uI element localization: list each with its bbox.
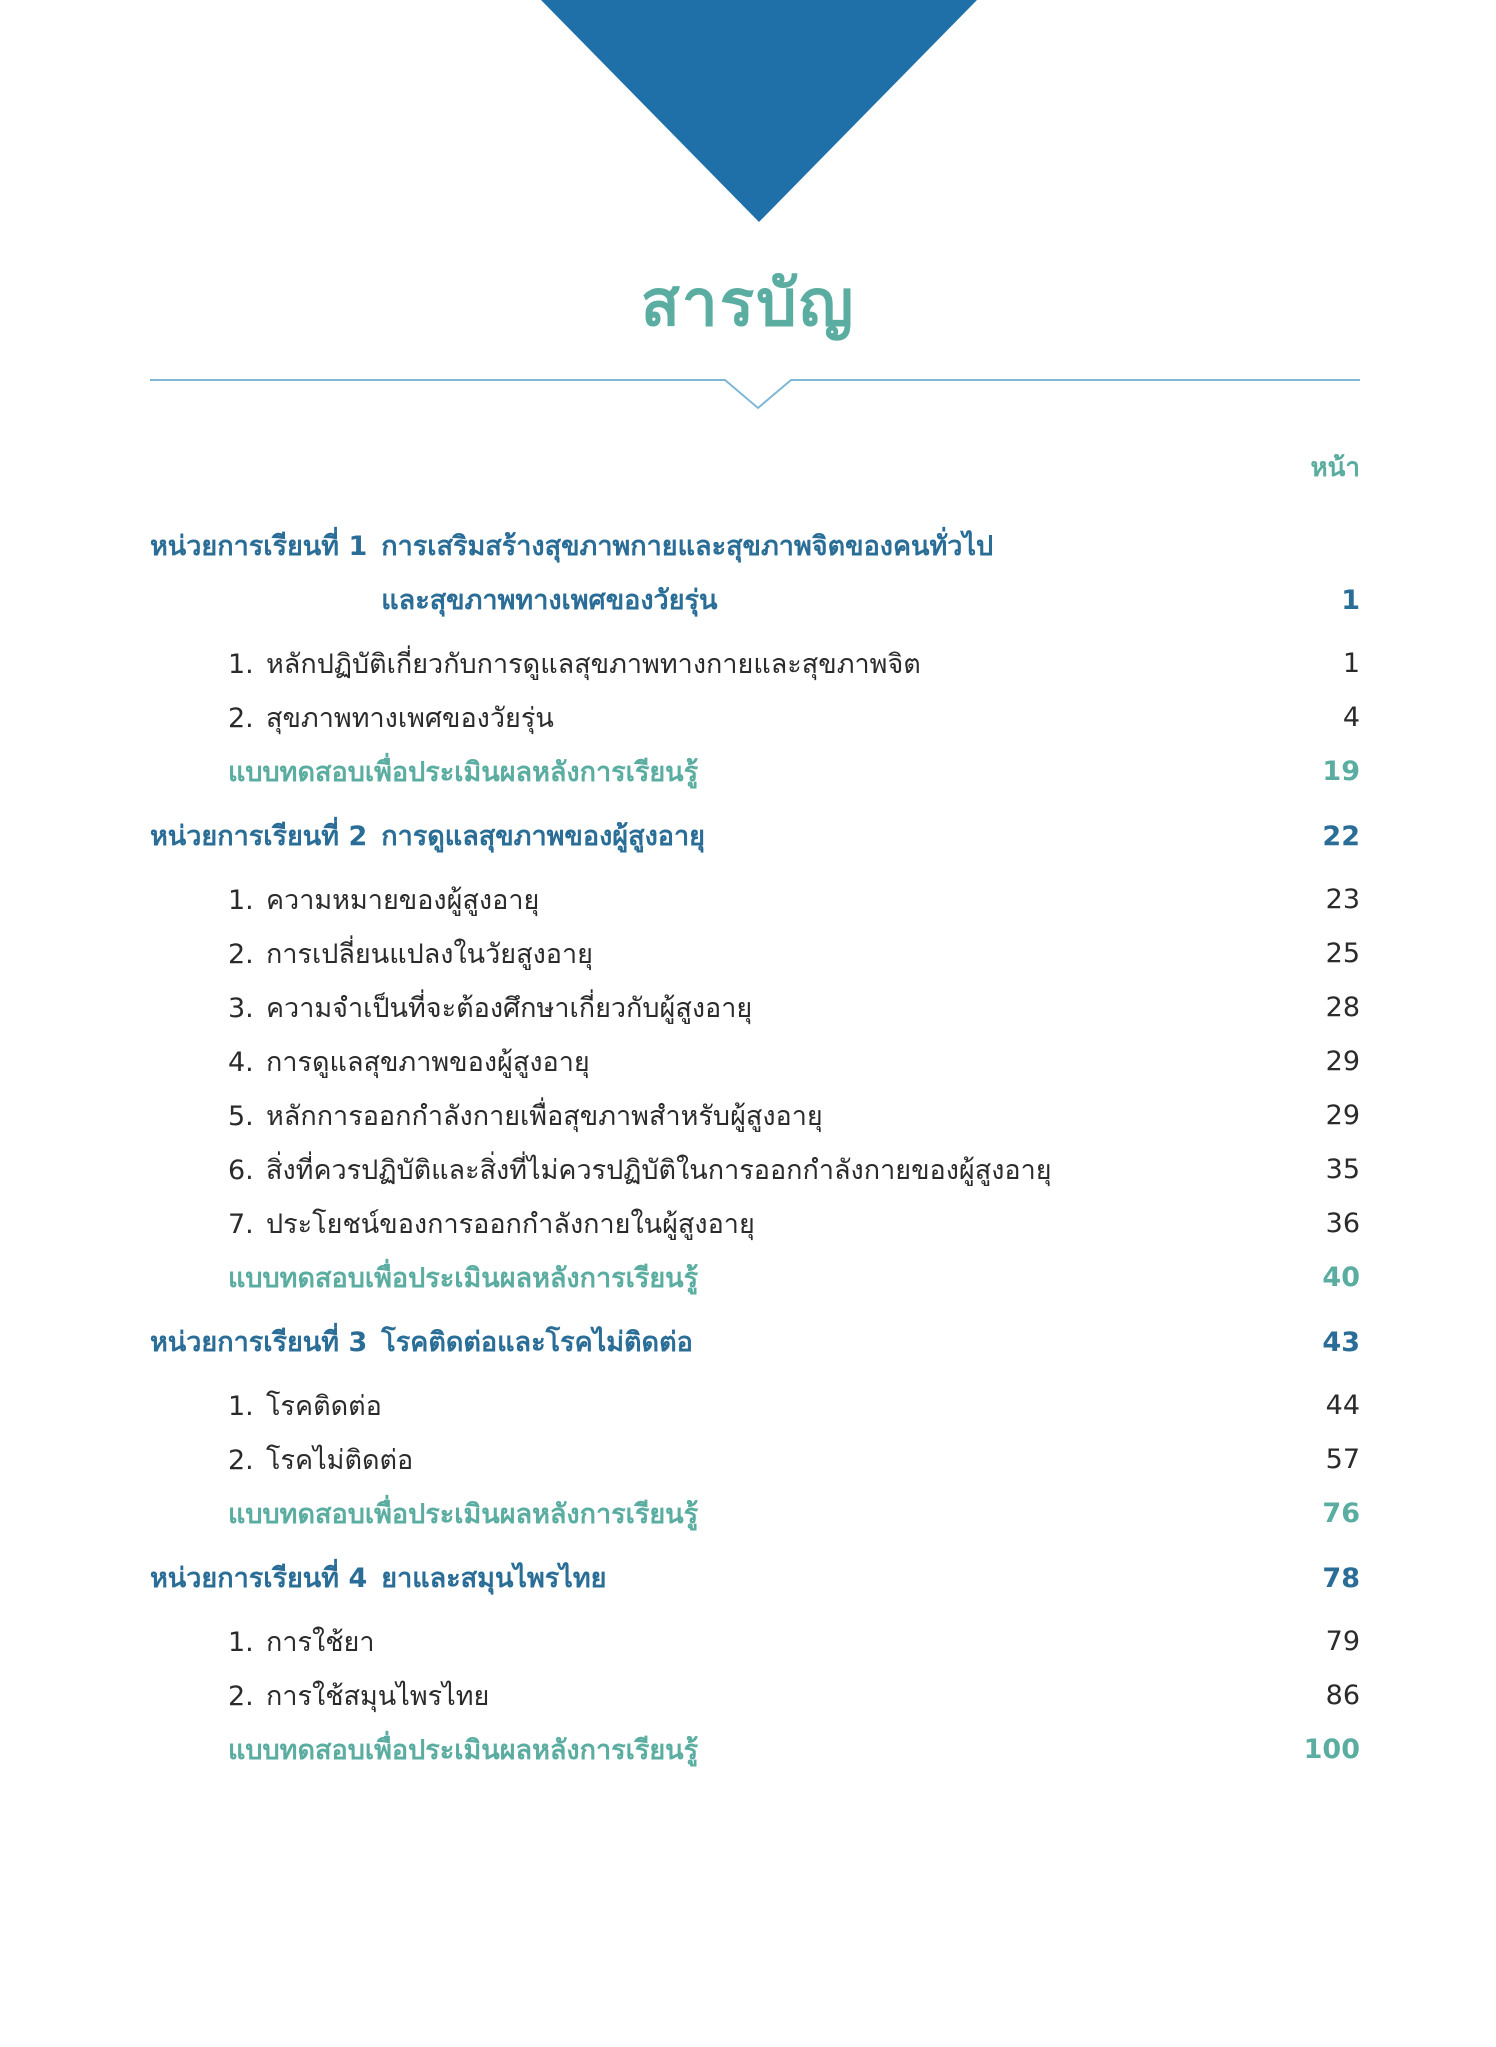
entry-number: 2. — [228, 1680, 254, 1712]
quiz-title: แบบทดสอบเพื่อประเมินผลหลังการเรียนรู้ — [228, 1734, 699, 1766]
entry-page-number: 1 — [1342, 647, 1360, 679]
page-column-header: หน้า — [1310, 453, 1360, 483]
entry-page-number: 79 — [1325, 1625, 1360, 1657]
quiz-page-number: 100 — [1303, 1733, 1360, 1765]
unit-heading[interactable] — [150, 520, 1360, 628]
toc-entry[interactable] — [150, 980, 1360, 1034]
unit-page-number: 78 — [1322, 1563, 1360, 1594]
entry-number: 5. — [228, 1100, 254, 1132]
entry-page-number: 25 — [1325, 937, 1360, 969]
unit-heading-label — [150, 810, 705, 864]
toc-entry[interactable] — [150, 1432, 1360, 1486]
toc-entry[interactable] — [150, 1196, 1360, 1250]
toc-entry[interactable] — [150, 1088, 1360, 1142]
entry-title: หลักการออกกำลังกายเพื่อสุขภาพสำหรับผู้สูงอายุ — [266, 1100, 823, 1132]
entry-title: สิ่งที่ควรปฏิบัติและสิ่งที่ไม่ควรปฏิบัติในการออกกำลังกายของผู้สูงอายุ — [266, 1154, 1052, 1186]
toc-entry[interactable] — [150, 690, 1360, 744]
entry-title: การเปลี่ยนแปลงในวัยสูงอายุ — [266, 938, 593, 970]
toc-unit — [150, 1552, 1360, 1776]
table-of-contents — [150, 520, 1360, 1788]
quiz-entry[interactable] — [150, 1722, 1360, 1776]
unit-name: การเสริมสร้างสุขภาพกายและสุขภาพจิตของคนทั่วไป และสุขภาพทางเพศของวัยรุ่น — [381, 531, 994, 616]
unit-heading[interactable] — [150, 810, 1360, 864]
entry-number: 2. — [228, 938, 254, 970]
unit-heading-label — [150, 1552, 607, 1606]
quiz-title: แบบทดสอบเพื่อประเมินผลหลังการเรียนรู้ — [228, 1498, 699, 1530]
unit-prefix: หน่วยการเรียนที่ 4 — [150, 1563, 368, 1594]
entry-page-number: 28 — [1325, 991, 1360, 1023]
entry-label — [228, 1148, 1052, 1191]
title-divider — [150, 370, 1360, 412]
entry-page-number: 44 — [1325, 1389, 1360, 1421]
entry-label — [228, 1674, 489, 1717]
unit-page-number: 1 — [1341, 585, 1360, 616]
entry-label — [228, 878, 539, 921]
entry-title: การใช้สมุนไพรไทย — [266, 1680, 490, 1712]
entry-number: 7. — [228, 1208, 254, 1240]
entry-title: โรคไม่ติดต่อ — [266, 1444, 414, 1476]
quiz-entry[interactable] — [150, 744, 1360, 798]
toc-unit — [150, 1316, 1360, 1540]
entry-title: หลักปฏิบัติเกี่ยวกับการดูแลสุขภาพทางกายและสุขภาพจิต — [266, 648, 921, 680]
entry-label — [228, 1202, 755, 1245]
entry-page-number: 86 — [1325, 1679, 1360, 1711]
unit-name: การดูแลสุขภาพของผู้สูงอายุ — [381, 821, 705, 852]
entry-number: 1. — [228, 1390, 254, 1422]
entry-label — [228, 1094, 823, 1137]
quiz-page-number: 76 — [1322, 1497, 1360, 1529]
entry-label — [228, 1040, 590, 1083]
entry-label — [228, 932, 593, 975]
toc-entry[interactable] — [150, 636, 1360, 690]
toc-unit — [150, 810, 1360, 1304]
entry-label — [228, 1384, 382, 1427]
unit-name: ยาและสมุนไพรไทย — [381, 1563, 607, 1594]
entry-number: 2. — [228, 1444, 254, 1476]
unit-prefix: หน่วยการเรียนที่ 1 — [150, 531, 368, 562]
unit-page-number: 43 — [1322, 1327, 1360, 1358]
entry-title: การใช้ยา — [266, 1626, 375, 1658]
entry-page-number: 36 — [1325, 1207, 1360, 1239]
quiz-entry[interactable] — [150, 1250, 1360, 1304]
toc-entry[interactable] — [150, 1034, 1360, 1088]
unit-heading-label — [150, 520, 1041, 628]
entry-number: 1. — [228, 884, 254, 916]
unit-name: โรคติดต่อและโรคไม่ติดต่อ — [381, 1327, 693, 1358]
quiz-title: แบบทดสอบเพื่อประเมินผลหลังการเรียนรู้ — [228, 1262, 699, 1294]
toc-unit — [150, 520, 1360, 798]
entry-title: โรคติดต่อ — [266, 1390, 382, 1422]
entry-page-number: 23 — [1325, 883, 1360, 915]
entry-number: 6. — [228, 1154, 254, 1186]
entry-title: ความจำเป็นที่จะต้องศึกษาเกี่ยวกับผู้สูงอายุ — [266, 992, 753, 1024]
unit-heading[interactable] — [150, 1552, 1360, 1606]
entry-number: 2. — [228, 702, 254, 734]
decorative-top-triangle — [541, 0, 977, 222]
toc-entry[interactable] — [150, 1668, 1360, 1722]
entry-title: การดูแลสุขภาพของผู้สูงอายุ — [266, 1046, 590, 1078]
entry-page-number: 29 — [1325, 1099, 1360, 1131]
toc-entry[interactable] — [150, 926, 1360, 980]
entry-number: 1. — [228, 1626, 254, 1658]
entry-label — [228, 696, 554, 739]
entry-number: 4. — [228, 1046, 254, 1078]
entry-page-number: 29 — [1325, 1045, 1360, 1077]
page-title: สารบัญ — [640, 267, 856, 341]
entry-label — [228, 1438, 413, 1481]
toc-entry[interactable] — [150, 872, 1360, 926]
entry-page-number: 35 — [1325, 1153, 1360, 1185]
toc-entry[interactable] — [150, 1142, 1360, 1196]
entry-page-number: 57 — [1325, 1443, 1360, 1475]
entry-title: สุขภาพทางเพศของวัยรุ่น — [266, 702, 554, 734]
entry-number: 3. — [228, 992, 254, 1024]
entry-number: 1. — [228, 648, 254, 680]
entry-page-number: 4 — [1342, 701, 1360, 733]
quiz-page-number: 40 — [1322, 1261, 1360, 1293]
unit-prefix: หน่วยการเรียนที่ 2 — [150, 821, 368, 852]
toc-entry[interactable] — [150, 1378, 1360, 1432]
quiz-page-number: 19 — [1322, 755, 1360, 787]
entry-label — [228, 1620, 375, 1663]
entry-label — [228, 986, 752, 1029]
toc-entry[interactable] — [150, 1614, 1360, 1668]
quiz-title: แบบทดสอบเพื่อประเมินผลหลังการเรียนรู้ — [228, 756, 699, 788]
unit-heading-label — [150, 1316, 693, 1370]
unit-prefix: หน่วยการเรียนที่ 3 — [150, 1327, 368, 1358]
quiz-entry[interactable] — [150, 1486, 1360, 1540]
entry-label — [228, 642, 921, 685]
entry-title: ความหมายของผู้สูงอายุ — [266, 884, 540, 916]
unit-heading[interactable] — [150, 1316, 1360, 1370]
entry-title: ประโยชน์ของการออกกำลังกายในผู้สูงอายุ — [266, 1208, 755, 1240]
unit-page-number: 22 — [1322, 821, 1360, 852]
